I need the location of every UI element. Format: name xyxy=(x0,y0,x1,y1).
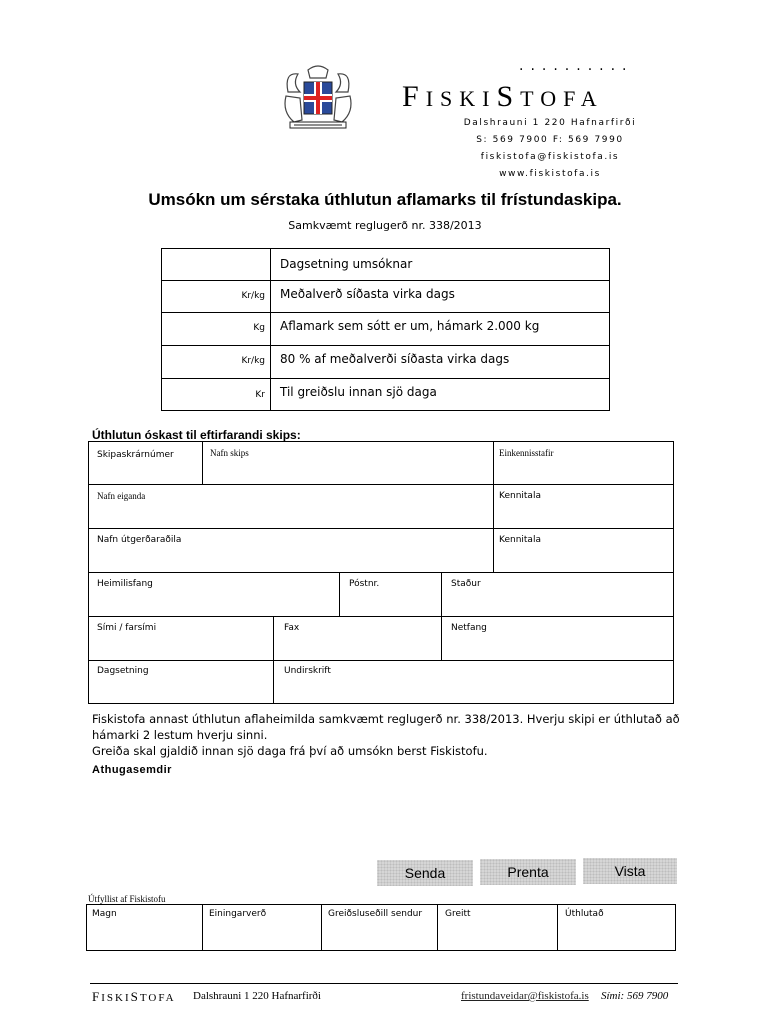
brand-name: FISKISTOFA xyxy=(402,80,604,113)
office-greitt: Greitt xyxy=(445,909,471,919)
header-email: fiskistofa@fiskistofa.is xyxy=(480,152,620,162)
print-button[interactable]: Prenta xyxy=(480,859,576,885)
footer-address: Dalshrauni 1 220 Hafnarfirði xyxy=(193,990,321,1002)
calc-label-avg-price: Meðalverð síðasta virka dags xyxy=(280,287,455,301)
ship-col-line xyxy=(273,616,274,704)
header-web: www.fiskistofa.is xyxy=(499,169,601,179)
calc-row-line xyxy=(162,378,609,379)
field-dagsetning[interactable]: Dagsetning xyxy=(97,666,149,676)
office-magn: Magn xyxy=(92,909,117,919)
field-simi[interactable]: Sími / farsími xyxy=(97,623,157,633)
ship-row-line xyxy=(89,616,673,617)
calc-label-date: Dagsetning umsóknar xyxy=(280,257,413,271)
send-button[interactable]: Senda xyxy=(377,860,473,886)
calc-label-payment: Til greiðslu innan sjö daga xyxy=(280,385,437,399)
ship-col-line xyxy=(339,572,340,616)
office-use-label: Útfyllist af Fiskistofu xyxy=(88,894,166,904)
save-button[interactable]: Vista xyxy=(583,858,677,884)
field-nafn-skips[interactable]: Nafn skips xyxy=(210,448,249,458)
calc-row-line xyxy=(162,312,609,313)
calc-label-quota: Aflamark sem sótt er um, hámark 2.000 kg xyxy=(280,319,540,333)
remarks-label: Athugasemdir xyxy=(92,764,172,776)
office-einingarverd: Einingarverð xyxy=(209,909,267,919)
footer-email-link[interactable]: fristundaveidar@fiskistofa.is xyxy=(461,990,589,1002)
field-postnr[interactable]: Póstnr. xyxy=(349,579,380,589)
field-nafn-eiganda[interactable]: Nafn eiganda xyxy=(97,491,146,501)
header-dots: .......... xyxy=(519,58,634,74)
calc-unit: Kr xyxy=(255,390,265,400)
calc-table-divider xyxy=(270,249,271,410)
office-uthlutad: Úthlutað xyxy=(565,909,604,919)
office-col-line xyxy=(557,905,558,950)
header-address: Dalshrauni 1 220 Hafnarfirði xyxy=(463,118,637,128)
field-netfang[interactable]: Netfang xyxy=(451,623,487,633)
field-nafn-utgerdaraila[interactable]: Nafn útgerðaraðila xyxy=(97,535,182,545)
ship-row-line xyxy=(89,572,673,573)
header-phone: S: 569 7900 F: 569 7990 xyxy=(476,135,624,145)
office-table xyxy=(86,904,676,951)
field-einkennisstafir[interactable]: Einkennisstafir xyxy=(499,448,554,458)
ship-row-line xyxy=(89,528,673,529)
ship-row-line xyxy=(89,484,673,485)
office-col-line xyxy=(437,905,438,950)
form-subtitle: Samkvæmt reglugerð nr. 338/2013 xyxy=(288,219,482,232)
calc-row-line xyxy=(162,345,609,346)
calc-unit: Kr/kg xyxy=(241,291,265,301)
info-line-2: Greiða skal gjaldið innan sjö daga frá því að umsókn berst Fiskistofu. xyxy=(92,744,488,758)
field-stadur[interactable]: Staður xyxy=(451,579,481,589)
calc-label-80pct: 80 % af meðalverði síðasta virka dags xyxy=(280,352,510,366)
field-heimilisfang[interactable]: Heimilisfang xyxy=(97,579,153,589)
calc-table xyxy=(161,248,610,411)
ship-col-line xyxy=(202,442,203,484)
ship-section-title: Úthlutun óskast til eftirfarandi skips: xyxy=(92,428,301,442)
calc-unit: Kg xyxy=(253,323,265,333)
info-line-1: Fiskistofa annast úthlutun aflaheimilda samkvæmt reglugerð nr. 338/2013. Hverju skipi er úthlutað að hámarki 2 lestum hverju sinni. xyxy=(92,712,680,742)
office-col-line xyxy=(202,905,203,950)
footer-brand: FISKISTOFA xyxy=(92,989,176,1004)
ship-col-line xyxy=(493,442,494,572)
field-undirskrift[interactable]: Undirskrift xyxy=(284,666,331,676)
office-greidslusedill: Greiðsluseðill sendur xyxy=(328,909,423,919)
calc-unit: Kr/kg xyxy=(241,356,265,366)
field-skipaskrarnumer[interactable]: Skipaskrárnúmer xyxy=(97,450,174,460)
field-fax[interactable]: Fax xyxy=(284,623,300,633)
footer-phone: Sími: 569 7900 xyxy=(601,990,669,1002)
calc-row-line xyxy=(162,280,609,281)
field-kennitala-eiganda[interactable]: Kennitala xyxy=(499,491,541,501)
footer-divider xyxy=(90,983,678,984)
ship-row-line xyxy=(89,660,673,661)
field-kennitala-utgerdar[interactable]: Kennitala xyxy=(499,535,541,545)
coat-of-arms-icon xyxy=(278,62,358,134)
office-col-line xyxy=(321,905,322,950)
info-paragraph xyxy=(92,711,692,759)
ship-col-line xyxy=(441,572,442,616)
ship-col-line xyxy=(441,616,442,660)
form-title: Umsókn um sérstaka úthlutun aflamarks til frístundaskipa. xyxy=(148,190,622,209)
ship-table xyxy=(88,441,674,704)
